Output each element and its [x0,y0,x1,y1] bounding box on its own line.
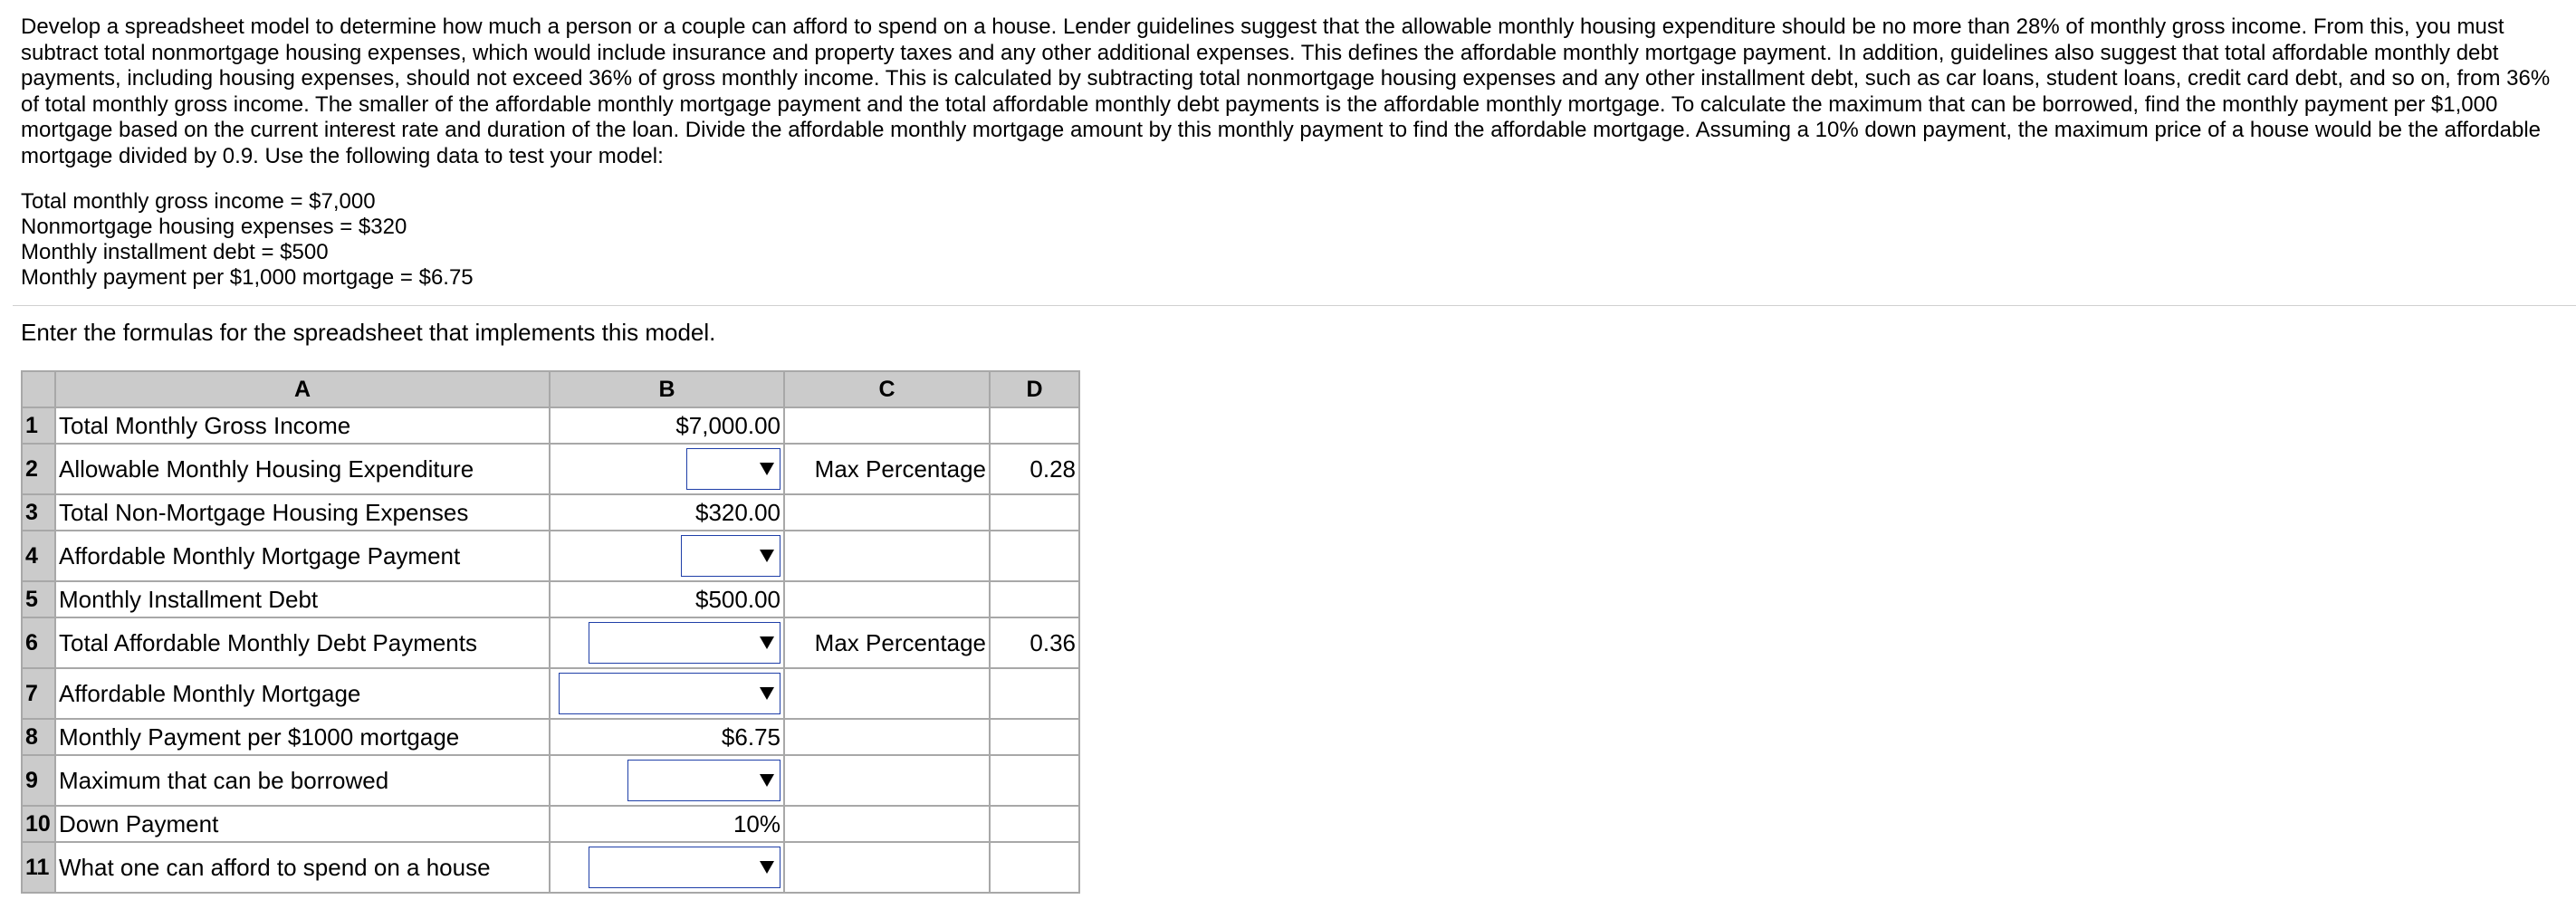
param-cell: 0.36 [990,617,1079,668]
row-number: 5 [22,581,55,617]
table-row [22,581,1079,617]
formula-dropdown-b9[interactable] [627,760,780,801]
param-cell [990,531,1079,581]
value-cell: $6.75 [550,719,784,755]
formula-dropdown-b7[interactable] [559,673,780,714]
test-data-line: Monthly installment debt = $500 [21,240,329,264]
value-cell: $7,000.00 [550,407,784,444]
column-header-b: B [550,371,784,407]
row-label: Allowable Monthly Housing Expenditure [55,444,550,494]
note-cell [784,494,990,531]
param-cell [990,581,1079,617]
note-cell [784,842,990,893]
row-number: 7 [22,668,55,719]
dropdown-arrow-icon [754,761,780,800]
formula-cell [550,617,784,668]
formula-dropdown-b2[interactable] [686,448,780,490]
dropdown-arrow-icon [754,536,780,576]
table-row [22,755,1079,806]
dropdown-arrow-icon [754,847,780,887]
row-label: Total Affordable Monthly Debt Payments [55,617,550,668]
formula-cell [550,755,784,806]
row-number: 10 [22,806,55,842]
row-label: Total Non-Mortgage Housing Expenses [55,494,550,531]
formula-dropdown-b6[interactable] [589,622,780,664]
dropdown-arrow-icon [754,623,780,663]
note-cell [784,581,990,617]
problem-statement [21,14,2556,291]
table-row [22,806,1079,842]
param-cell [990,842,1079,893]
formula-dropdown-b11[interactable] [589,847,780,888]
row-label: Monthly Payment per $1000 mortgage [55,719,550,755]
row-number: 8 [22,719,55,755]
note-cell: Max Percentage [784,444,990,494]
table-row [22,719,1079,755]
value-cell: $320.00 [550,494,784,531]
column-header-a: A [55,371,550,407]
row-label: Affordable Monthly Mortgage [55,668,550,719]
formula-cell [550,842,784,893]
value-cell: 10% [550,806,784,842]
column-header-c: C [784,371,990,407]
row-label: Down Payment [55,806,550,842]
note-cell [784,668,990,719]
test-data-line: Monthly payment per $1,000 mortgage = $6.75 [21,265,474,290]
dropdown-arrow-icon [754,449,780,489]
formula-dropdown-b4[interactable] [681,535,780,577]
row-number: 9 [22,755,55,806]
param-cell: 0.28 [990,444,1079,494]
row-number: 2 [22,444,55,494]
note-cell [784,755,990,806]
table-row [22,531,1079,581]
row-label: Monthly Installment Debt [55,581,550,617]
table-row [22,407,1079,444]
column-header-d: D [990,371,1079,407]
param-cell [990,806,1079,842]
formula-cell [550,531,784,581]
column-header-row [22,371,1079,407]
formula-cell [550,668,784,719]
table-row [22,842,1079,893]
dropdown-arrow-icon [754,674,780,713]
row-label: What one can afford to spend on a house [55,842,550,893]
problem-paragraph: Develop a spreadsheet model to determine how much a person or a couple can afford to spend on a house. Lender guidelines suggest that the allowable monthly housing expenditure should be no more than 28% of monthly gross income. From this, you must subtract total nonmortgage housing expenses, which would include insurance and property taxes and any other additional expenses. This defines the affordable monthly mortgage payment. In addition, guidelines also suggest that total affordable monthly debt payments, including housing expenses, should not exceed 36% of gross monthly income. This is calculated by subtracting total nonmortgage housing expenses and any other installment debt, such as car loans, student loans, credit card debt, and so on, from 36% of total monthly gross income. The smaller of the affordable monthly mortgage payment and the total affordable monthly debt payments is the affordable monthly mortgage. To calculate the maximum that can be borrowed, find the monthly payment per $1,000 mortgage based on the current interest rate and duration of the loan. Divide the affordable monthly mortgage amount by this monthly payment to find the affordable mortgage. Assuming a 10% down payment, the maximum price of a house would be the affordable mortgage divided by 0.9. Use the following data to test your model: [21,14,2551,168]
test-data-list [21,189,2556,291]
table-row [22,494,1079,531]
formula-cell [550,444,784,494]
row-label: Maximum that can be borrowed [55,755,550,806]
table-row [22,617,1079,668]
table-row [22,444,1079,494]
spreadsheet-table [21,370,1080,894]
row-number: 3 [22,494,55,531]
param-cell [990,668,1079,719]
corner-cell [22,371,55,407]
test-data-line: Total monthly gross income = $7,000 [21,189,376,214]
note-cell [784,719,990,755]
instructions-text: Enter the formulas for the spreadsheet that implements this model. [21,319,716,346]
param-cell [990,719,1079,755]
note-cell: Max Percentage [784,617,990,668]
param-cell [990,407,1079,444]
param-cell [990,755,1079,806]
row-number: 11 [22,842,55,893]
param-cell [990,494,1079,531]
value-cell: $500.00 [550,581,784,617]
table-row [22,668,1079,719]
section-divider [13,305,2576,306]
test-data-line: Nonmortgage housing expenses = $320 [21,215,407,239]
row-label: Total Monthly Gross Income [55,407,550,444]
note-cell [784,806,990,842]
row-number: 6 [22,617,55,668]
row-number: 1 [22,407,55,444]
note-cell [784,531,990,581]
row-label: Affordable Monthly Mortgage Payment [55,531,550,581]
row-number: 4 [22,531,55,581]
note-cell [784,407,990,444]
